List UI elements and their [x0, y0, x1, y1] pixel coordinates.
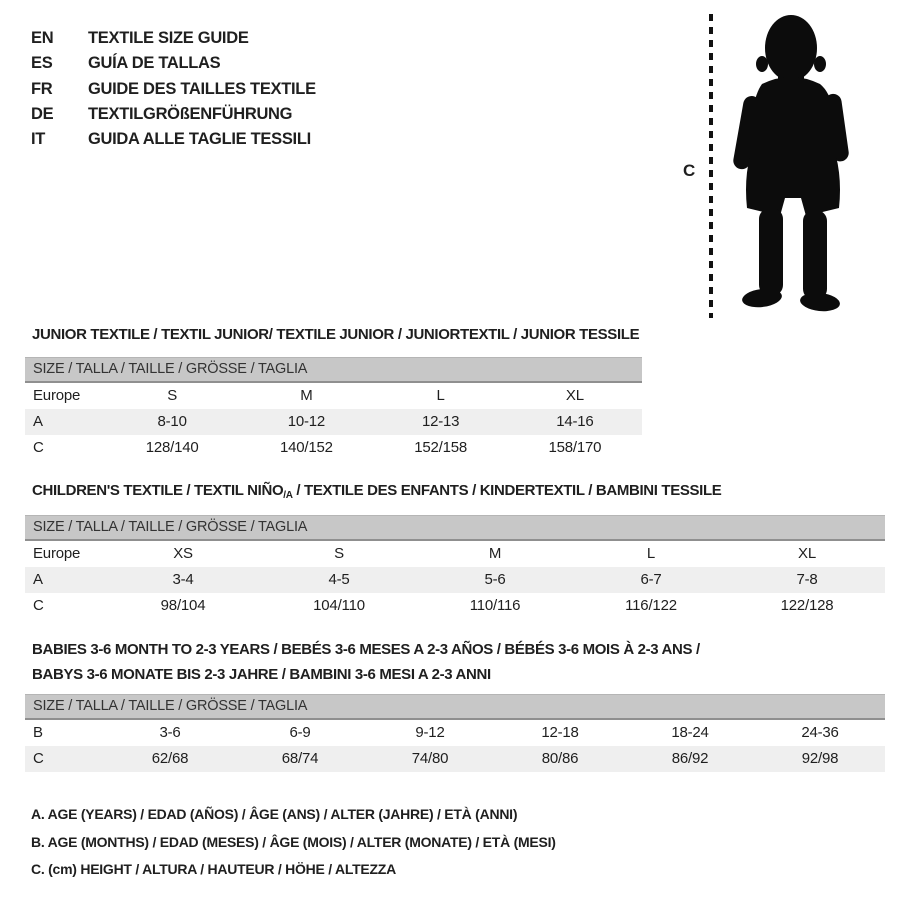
height-cell: 80/86 — [541, 750, 579, 767]
children-title-post: / TEXTILE DES ENFANTS / KINDERTEXTIL / BAMBINI TESSILE — [292, 482, 722, 499]
language-code: EN — [31, 29, 54, 47]
babies-title-line2: BABYS 3-6 MONATE BIS 2-3 JAHRE / BAMBINI 3-6 MESI A 2-3 ANNI — [32, 666, 491, 683]
size-table-header-bar: SIZE / TALLA / TAILLE / GRÖSSE / TAGLIA — [25, 694, 885, 720]
size-cell: XS — [173, 545, 193, 562]
size-cell: S — [334, 545, 344, 562]
height-cell: 122/128 — [780, 597, 834, 614]
age-cell: 3-4 — [172, 571, 194, 588]
babies-title-line1: BABIES 3-6 MONTH TO 2-3 YEARS / BEBÉS 3-6 MESES A 2-3 AÑOS / BÉBÉS 3-6 MOIS À 2-3 ANS / — [32, 641, 700, 658]
row-label: A — [33, 413, 43, 430]
size-cell: L — [646, 545, 656, 562]
row-label: A — [33, 571, 43, 588]
table-row-europe — [25, 383, 642, 409]
table-row-height — [25, 593, 885, 619]
height-cell: 110/116 — [469, 597, 521, 614]
language-code: ES — [31, 54, 53, 73]
language-row — [31, 77, 316, 102]
height-cell: 116/122 — [625, 597, 677, 614]
age-cell: 14-16 — [556, 413, 594, 430]
language-label: TEXTILGRÖßENFÜHRUNG — [88, 104, 293, 123]
age-cell: 6-7 — [640, 571, 662, 588]
age-cell: 4-5 — [328, 571, 350, 588]
size-cell: M — [300, 387, 313, 404]
language-code: FR — [31, 79, 53, 98]
table-row-europe — [25, 541, 885, 567]
age-cell: 3-6 — [159, 724, 181, 741]
babies-size-table — [25, 694, 885, 772]
language-label: GUIDA ALLE TAGLIE TESSILI — [88, 130, 311, 149]
size-cell: XL — [565, 387, 584, 404]
age-cell: 24-36 — [801, 724, 839, 741]
height-cell: 140/152 — [279, 439, 333, 456]
height-cell: 68/74 — [281, 750, 319, 767]
language-row — [31, 26, 316, 51]
height-cell: 74/80 — [411, 750, 449, 767]
size-cell: XL — [798, 545, 816, 562]
height-cell: 86/92 — [671, 750, 709, 767]
row-label: C — [33, 439, 44, 456]
row-label: Europe — [33, 545, 81, 562]
age-cell: 12-18 — [541, 724, 579, 741]
size-cell: S — [167, 387, 178, 404]
age-cell: 18-24 — [671, 724, 709, 741]
language-label: GUÍA DE TALLAS — [88, 54, 221, 73]
footnote-height-cm: C. (cm) HEIGHT / ALTURA / HAUTEUR / HÖHE / ALTEZZA — [31, 861, 396, 877]
children-size-table — [25, 515, 885, 619]
row-label: B — [33, 724, 43, 741]
age-cell: 10-12 — [287, 413, 326, 430]
language-label: TEXTILE SIZE GUIDE — [88, 29, 249, 47]
height-cell: 104/110 — [313, 597, 365, 614]
size-table-header-bar: SIZE / TALLA / TAILLE / GRÖSSE / TAGLIA — [25, 515, 885, 541]
age-cell: 5-6 — [484, 571, 506, 588]
table-row-height — [25, 435, 642, 461]
table-row-age — [25, 409, 642, 435]
language-title-list — [31, 26, 316, 152]
row-label: C — [33, 597, 44, 614]
height-cell: 98/104 — [160, 597, 206, 614]
footnote-age-years: A. AGE (YEARS) / EDAD (AÑOS) / ÂGE (ANS) / ALTER (JAHRE) / ETÀ (ANNI) — [31, 806, 518, 822]
language-code: IT — [31, 130, 46, 149]
table-row-age — [25, 567, 885, 593]
children-section-title — [32, 482, 721, 501]
language-row — [31, 102, 316, 127]
height-measure-label: C — [683, 161, 696, 180]
age-cell: 6-9 — [289, 724, 311, 741]
size-cell: L — [436, 387, 445, 404]
table-row-age-months — [25, 720, 885, 746]
language-row — [31, 51, 316, 76]
children-title-subscript: /A — [283, 490, 293, 501]
age-cell: 7-8 — [796, 571, 818, 588]
height-cell: 158/170 — [548, 439, 602, 456]
children-title-pre: CHILDREN'S TEXTILE / TEXTIL NIÑO — [32, 482, 284, 499]
row-label: C — [33, 750, 44, 767]
toddler-silhouette — [727, 12, 859, 312]
babies-section-title — [32, 637, 700, 687]
junior-size-table — [25, 357, 642, 461]
footnote-age-months: B. AGE (MONTHS) / EDAD (MESES) / ÂGE (MOIS) / ALTER (MONATE) / ETÀ (MESI) — [31, 833, 556, 850]
age-cell: 12-13 — [421, 413, 460, 430]
height-dotted-line — [706, 12, 716, 320]
size-cell: M — [488, 545, 502, 562]
height-cell: 92/98 — [801, 750, 839, 767]
age-cell: 9-12 — [415, 724, 445, 741]
table-row-height — [25, 746, 885, 772]
age-cell: 8-10 — [157, 413, 187, 430]
language-label: GUIDE DES TAILLES TEXTILE — [88, 79, 316, 98]
junior-section-title: JUNIOR TEXTILE / TEXTIL JUNIOR/ TEXTILE JUNIOR / JUNIORTEXTIL / JUNIOR TESSILE — [32, 326, 640, 343]
height-cell: 62/68 — [151, 750, 189, 767]
language-code: DE — [31, 104, 54, 123]
size-table-header-bar: SIZE / TALLA / TAILLE / GRÖSSE / TAGLIA — [25, 357, 642, 383]
height-cell: 152/158 — [414, 439, 468, 456]
row-label: Europe — [33, 387, 81, 404]
height-cell: 128/140 — [145, 439, 199, 456]
language-row — [31, 127, 316, 152]
legend-footnotes — [31, 801, 556, 884]
